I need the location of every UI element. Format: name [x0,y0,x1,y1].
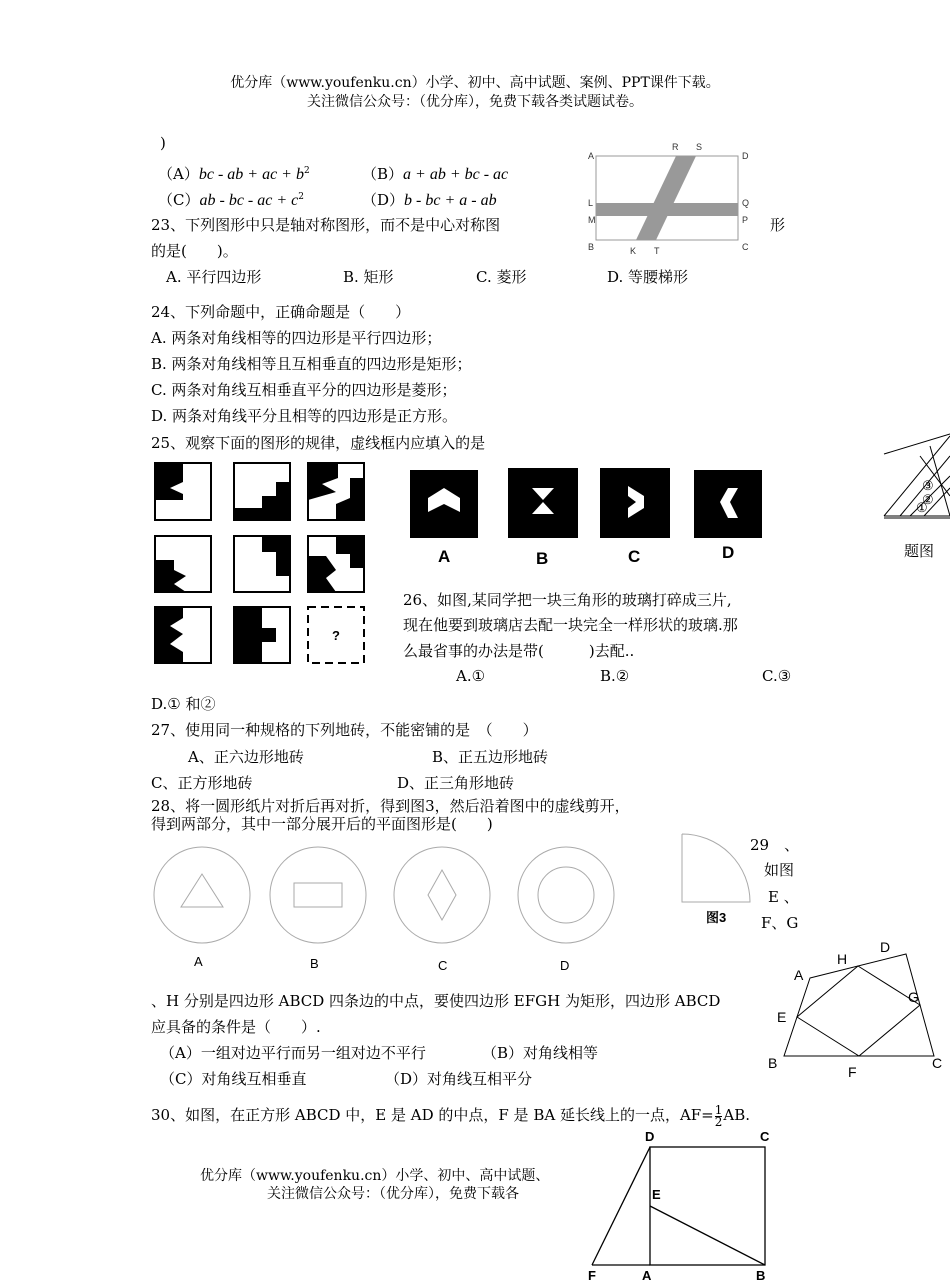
fig3-caption: 图3 [706,910,727,925]
glass-piece-2: ② [922,492,934,507]
q23-option-d: D. 等腰梯形 [607,268,689,286]
q30-label-d: D [645,1129,655,1144]
q24-option-b: B. 两条对角线相等且互相垂直的四边形是矩形； [151,355,472,373]
q29-stem-line2: 应具备的条件是（ ）. [151,1018,321,1036]
question-mark: ? [332,628,340,643]
q30-fraction-num: 1 [714,1102,723,1117]
q23-option-b: B. 矩形 [343,268,394,286]
segment-fd [592,1147,650,1265]
q29-label-b: B [768,1055,778,1071]
q22-option-a-label: （A） [158,165,199,183]
q28-label-c: C [438,958,448,973]
q27-option-d: D、正三角形地砖 [397,774,515,792]
q28-circle-options [148,840,628,980]
q28-stem-line1: 28、将一圆形纸片对折后再对折，得到图3，然后沿着图中的虚线剪开， [151,797,630,815]
triangle-cutout [181,874,223,907]
missing-pattern-box [308,607,364,663]
q30-label-a: A [642,1268,652,1283]
answer-label-c: C [628,547,641,566]
q29-label-h: H [837,951,848,967]
q28-figure-3 [676,830,756,930]
q29-label-c: C [932,1055,943,1071]
q27-stem: 27、使用同一种规格的下列地砖，不能密铺的是 （ ） [151,721,538,739]
q29-label-d: D [880,939,891,955]
q22-fig-label: K [630,246,637,256]
quad-efgh [797,966,920,1056]
q22-fig-label: D [742,151,749,161]
q23-stem-line1: 23、下列图形中只是轴对称图形，而不是中心对称图 [151,216,501,234]
circle-option-c [394,847,490,943]
q26-option-c: C.③ [762,667,792,685]
q22-option-c-expr: ab - bc - ac + c [199,192,299,209]
q23-stem-tail: 形 [770,216,786,234]
q22-fig-label: M [588,215,596,225]
q24-option-d: D. 两条对角线平分且相等的四边形是正方形。 [151,407,458,425]
square-abcd [650,1147,765,1265]
q28-stem-line2: 得到两部分，其中一部分展开后的平面图形是( ) [151,815,493,833]
glass-piece-1: ① [916,500,928,515]
q22-fig-label: C [742,242,749,252]
quad-abcd [784,954,934,1056]
q24-option-c: C. 两条对角线互相垂直平分的四边形是菱形； [151,381,457,399]
q22-option-d-expr: b - bc + a - ab [404,192,497,209]
q29-side-1: 29 、 [750,836,800,854]
glass-piece-3: ③ [922,478,934,493]
q26-stem-line1: 26、如图,某同学把一块三角形的玻璃打碎成三片, [403,591,732,609]
q30-figure [580,1126,780,1283]
circle-option-a [154,847,250,943]
q22-option-a-exp: 2 [303,166,310,176]
q24-stem: 24、下列命题中，正确命题是（ ） [151,303,411,321]
q22-option-b [362,163,508,184]
q23-stem-line2: 的是( )。 [151,242,238,260]
q24-option-a: A. 两条对角线相等的四边形是平行四边形； [151,329,442,347]
q22-fig-label: P [742,215,749,225]
q30-label-e: E [652,1187,661,1202]
q22-figure [584,140,754,260]
q26-stem-line2: 现在他要到玻璃店去配一块完全一样形状的玻璃.那 [403,616,738,634]
q26-stem-line3: 么最省事的办法是带( )去配.. [403,642,635,660]
q26-option-d: D.① 和② [151,695,216,713]
q26-broken-glass-figure [880,426,950,566]
q28-label-d: D [560,958,570,973]
q25-answer-choices [404,462,774,572]
q27-option-a: A、正六边形地砖 [188,748,304,766]
q23-option-a: A. 平行四边形 [166,268,262,286]
q29-side-3: E 、 [768,888,799,906]
diamond-cutout [428,870,456,920]
q22-option-a-expr: bc - ab + ac + b [198,166,304,183]
answer-label-a: A [438,547,451,566]
q22-fig-label: Q [742,198,750,208]
header-line-1: 优分库（www.youfenku.cn）小学、初中、高中试题、案例、PPT课件下载。 [230,75,720,91]
q30-fraction-den: 2 [714,1114,723,1129]
quarter-circle-shape [682,834,750,902]
footer-line-1: 优分库（www.youfenku.cn）小学、初中、高中试题、 [200,1168,550,1184]
pattern-cell [308,463,364,520]
q22-fig-label: L [588,198,594,208]
q22-option-a [158,163,310,184]
q29-option-b: （B）对角线相等 [482,1044,599,1062]
segment-eb [650,1206,765,1265]
q30-label-f: F [588,1268,596,1283]
circle-option-d [518,847,614,943]
pattern-cell [234,463,290,520]
q23-option-c: C. 菱形 [476,268,527,286]
answer-choice-c [600,468,670,538]
q29-option-a: （A）一组对边平行而另一组对边不平行 [160,1044,426,1062]
q29-side-4: F、G [761,914,799,932]
q22-option-c-exp: 2 [298,192,304,202]
rectangle-cutout [294,883,342,907]
pattern-cell [234,607,290,663]
pattern-cell [234,536,290,592]
footer-line-2: 关注微信公众号：（优分库），免费下载各 [267,1186,519,1202]
q30-stem-tail: AB. [723,1106,751,1124]
q30-label-b: B [756,1268,766,1283]
answer-choice-b [508,468,578,538]
q29-option-d: （D）对角线互相平分 [385,1070,533,1088]
q29-side-2: 如图 [764,861,795,879]
pattern-cell [155,536,211,592]
q29-figure [760,934,950,1084]
q26-option-a: A.① [456,667,486,685]
q30-stem [151,1104,750,1128]
answer-choice-d [694,470,762,538]
q22-fig-slanted-strip [636,156,696,240]
q29-label-a: A [794,967,804,983]
q22-fig-label: A [588,151,595,161]
pattern-cell [155,463,211,520]
header-line-2: 关注微信公众号：（优分库），免费下载各类试题试卷。 [307,94,643,110]
q22-option-c-label: （C） [158,191,200,209]
q22-option-d [362,189,497,210]
q22-fig-horizontal-strip [596,203,738,216]
q22-fig-label: T [654,246,660,256]
q28-label-b: B [310,956,319,971]
q27-option-c: C、正方形地砖 [151,774,253,792]
q26-figure-caption: 题图 [904,542,935,560]
q29-label-g: G [908,989,919,1005]
q22-fig-label: R [672,142,679,152]
q29-label-f: F [848,1064,857,1080]
q27-option-b: B、正五边形地砖 [432,748,549,766]
q29-option-c: （C）对角线互相垂直 [160,1070,307,1088]
answer-label-d: D [722,543,735,562]
q29-stem-line1: 、H 分别是四边形 ABCD 四条边的中点，要使四边形 EFGH 为矩形，四边形 ABCD [151,992,721,1010]
q28-label-a: A [194,954,203,969]
q22-fig-label: S [696,142,703,152]
q22-option-d-label: （D） [362,191,405,209]
inner-circle-cutout [538,867,594,923]
q25-stem: 25、观察下面的图形的规律，虚线框内应填入的是 [151,434,486,452]
q26-option-b: B.② [600,667,630,685]
q30-label-c: C [760,1129,770,1144]
circle-option-b [270,847,366,943]
q30-fraction [714,1102,723,1129]
q30-stem-text: 30、如图，在正方形 ABCD 中，E 是 AD 的中点，F 是 BA 延长线上的一点，AF= [151,1106,714,1124]
q22-option-b-expr: a + ab + bc - ac [403,166,509,183]
answer-label-b: B [536,549,549,568]
q22-option-c [158,189,304,210]
q22-close-paren: ) [160,134,166,152]
pattern-cell [155,607,211,663]
answer-choice-a [410,470,478,538]
q29-label-e: E [777,1009,787,1025]
q22-fig-label: B [588,242,595,252]
q25-pattern-grid [150,460,370,670]
pattern-cell [308,536,364,592]
q22-option-b-label: （B） [362,165,404,183]
